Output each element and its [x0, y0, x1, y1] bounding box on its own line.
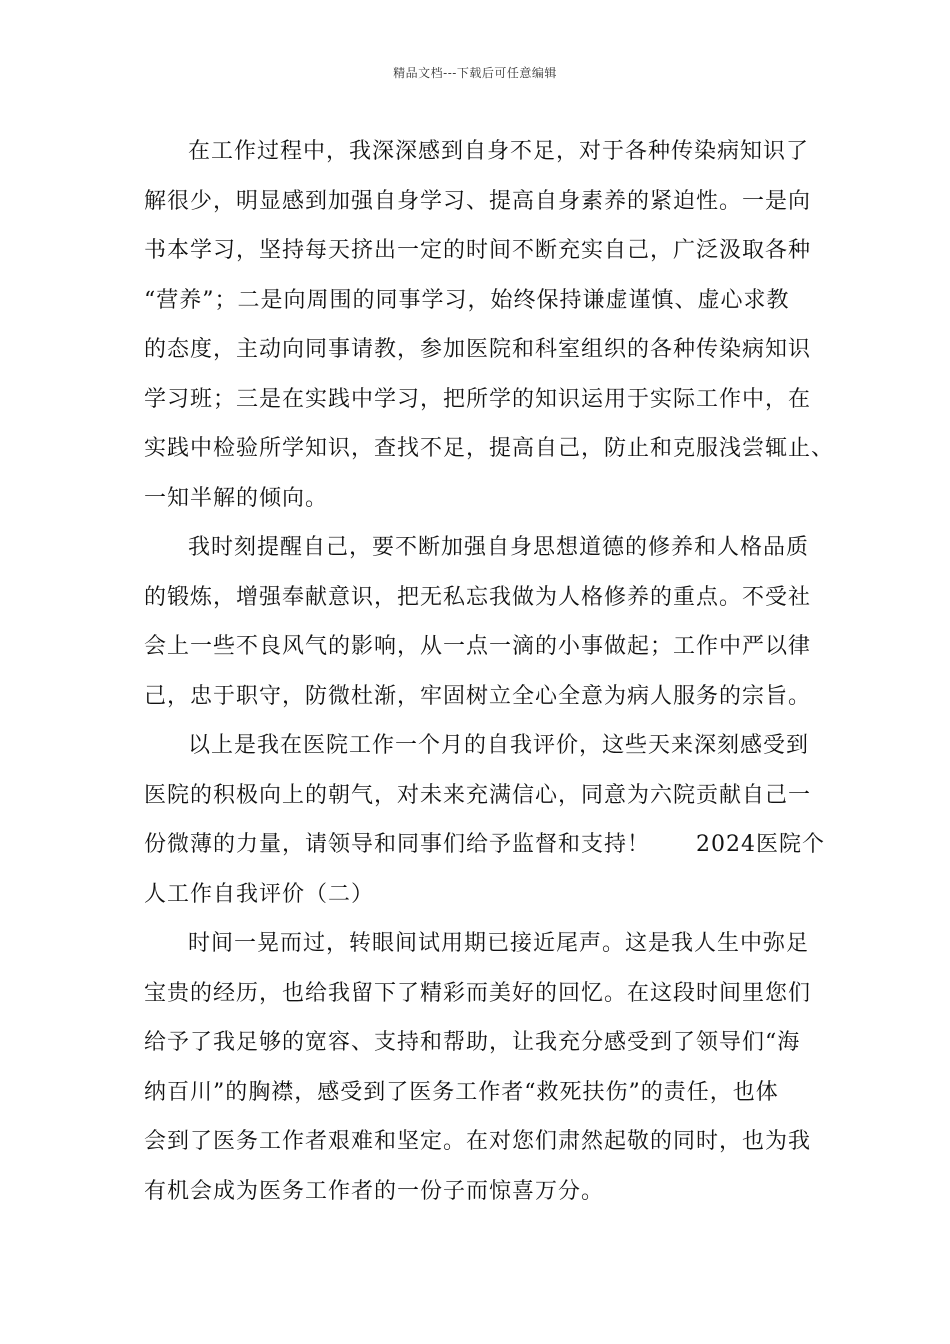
text-line: 的态度，主动向同事请教，参加医院和科室组织的各种传染病知识: [144, 337, 812, 362]
text-line: 实践中检验所学知识，查找不足，提高自己，防止和克服浅尝辄止、: [144, 436, 835, 461]
text-line: 书本学习，坚持每天挤出一定的时间不断充实自己，广泛汲取各种: [144, 238, 812, 263]
text-line: 以上是我在医院工作一个月的自我评价，这些天来深刻感受到: [188, 733, 810, 758]
text-line: 在工作过程中，我深深感到自身不足，对于各种传染病知识了: [188, 139, 810, 164]
text-fragment: 份微薄的力量，请领导和同事们给予监督和支持！: [144, 832, 651, 857]
text-line: 时间一晃而过，转眼间试用期已接近尾声。这是我人生中弥足: [188, 931, 810, 956]
section-heading-start: 2024医院个: [696, 832, 826, 857]
text-line: 会到了医务工作者艰难和坚定。在对您们肃然起敬的同时，也为我: [144, 1129, 812, 1154]
text-line: 解很少，明显感到加强自身学习、提高自身素养的紧迫性。一是向: [144, 188, 812, 214]
text-line: 一知半解的倾向。: [144, 485, 329, 511]
text-line: 学习班；三是在实践中学习，把所学的知识运用于实际工作中，在: [144, 386, 812, 412]
text-line: 己，忠于职守，防微杜渐，牢固树立全心全意为病人服务的宗旨。: [144, 683, 812, 709]
text-line: 有机会成为医务工作者的一份子而惊喜万分。: [144, 1178, 605, 1204]
text-line: 给予了我足够的宽容、支持和帮助，让我充分感受到了领导们“海: [144, 1030, 801, 1055]
text-line: 我时刻提醒自己，要不断加强自身思想道德的修养和人格品质: [188, 535, 810, 560]
text-line: 会上一些不良风气的影响，从一点一滴的小事做起；工作中严以律: [144, 634, 812, 659]
text-line: “营养”；二是向周围的同事学习，始终保持谦虚谨慎、虚心求教: [144, 287, 790, 313]
text-line: 宝贵的经历，也给我留下了精彩而美好的回忆。在这段时间里您们: [144, 980, 812, 1006]
text-line: 医院的积极向上的朝气，对未来充满信心，同意为六院贡献自己一: [144, 782, 812, 808]
page-header: 精品文档---下载后可任意编辑: [393, 66, 557, 80]
document-body: [144, 127, 835, 1216]
text-line: 的锻炼，增强奉献意识，把无私忘我做为人格修养的重点。不受社: [144, 584, 812, 610]
text-line: 纳百川”的胸襟，感受到了医务工作者“救死扶伤”的责任，也体: [144, 1079, 779, 1105]
section-heading-end: 人工作自我评价（二）: [144, 881, 375, 907]
text-line: [144, 820, 826, 870]
